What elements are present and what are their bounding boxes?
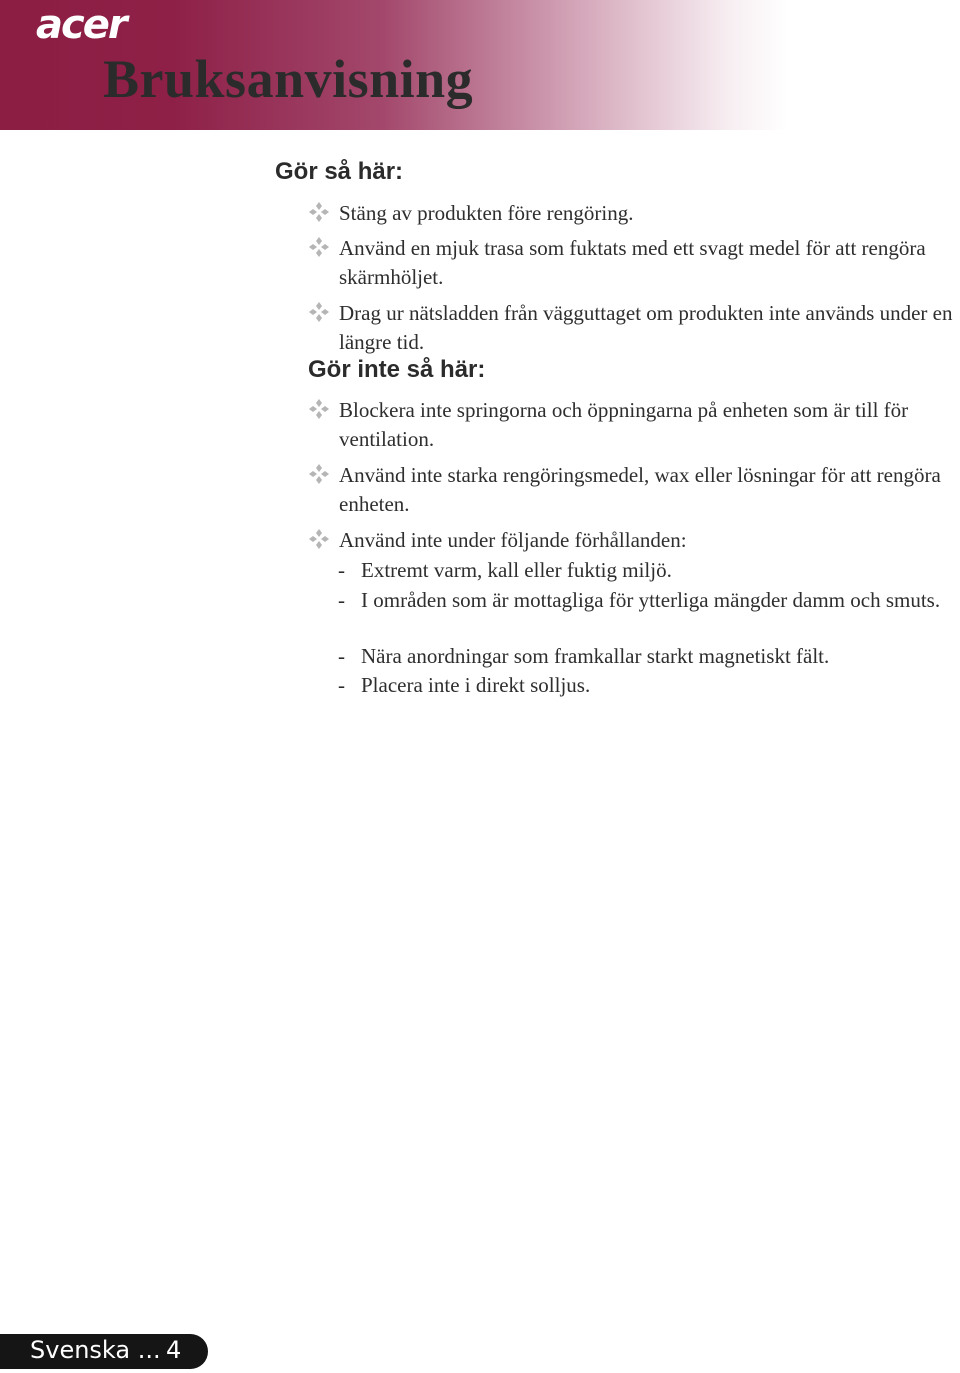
dash-marker: - bbox=[338, 588, 345, 612]
dash-marker: - bbox=[338, 644, 345, 668]
list-item bbox=[308, 526, 958, 555]
page-number: 4 bbox=[166, 1336, 182, 1364]
dont-heading: Gör inte så här: bbox=[308, 356, 486, 383]
sub-list-item bbox=[338, 557, 960, 584]
diamond-bullet-icon bbox=[308, 528, 330, 550]
list-item-text: Använd inte starka rengöringsmedel, wax eller lösningar för att rengöra enheten. bbox=[339, 463, 941, 516]
header-band bbox=[0, 0, 960, 130]
acer-logo: acer bbox=[36, 2, 126, 48]
dash-marker: - bbox=[338, 558, 345, 582]
list-item-text: Använd inte under följande förhållanden: bbox=[339, 528, 687, 552]
sub-list-item bbox=[338, 672, 960, 699]
dash-marker: - bbox=[338, 673, 345, 697]
list-item bbox=[308, 299, 958, 357]
sub-list-item bbox=[338, 643, 960, 670]
diamond-bullet-icon bbox=[308, 463, 330, 485]
sub-list-item bbox=[338, 587, 960, 614]
list-item-text: Använd en mjuk trasa som fuktats med ett svagt medel för att rengöra skärmhöljet. bbox=[339, 236, 926, 289]
list-item bbox=[308, 461, 958, 519]
sub-list-item-text: I områden som är mottagliga för ytterliga mängder damm och smuts. bbox=[361, 588, 941, 612]
diamond-bullet-icon bbox=[308, 201, 330, 223]
list-item bbox=[308, 199, 958, 228]
sub-list-item-text: Extremt varm, kall eller fuktig miljö. bbox=[361, 558, 672, 582]
sub-list-item-text: Placera inte i direkt solljus. bbox=[361, 673, 591, 697]
sub-list-item-text: Nära anordningar som framkallar starkt magnetiskt fält. bbox=[361, 644, 830, 668]
list-item-text: Stäng av produkten före rengöring. bbox=[339, 201, 634, 225]
do-heading: Gör så här: bbox=[275, 158, 404, 185]
page-title: Bruksanvisning bbox=[103, 49, 474, 109]
diamond-bullet-icon bbox=[308, 236, 330, 258]
list-item-text: Blockera inte springorna och öppningarna på enheten som är till för ventilation. bbox=[339, 398, 909, 451]
diamond-bullet-icon bbox=[308, 398, 330, 420]
footer-language-label: Svenska ... bbox=[30, 1336, 161, 1364]
list-item bbox=[308, 396, 958, 454]
diamond-bullet-icon bbox=[308, 301, 330, 323]
list-item-text: Drag ur nätsladden från vägguttaget om produkten inte används under en längre tid. bbox=[339, 301, 953, 354]
list-item bbox=[308, 234, 958, 292]
footer-tab bbox=[0, 1334, 208, 1369]
